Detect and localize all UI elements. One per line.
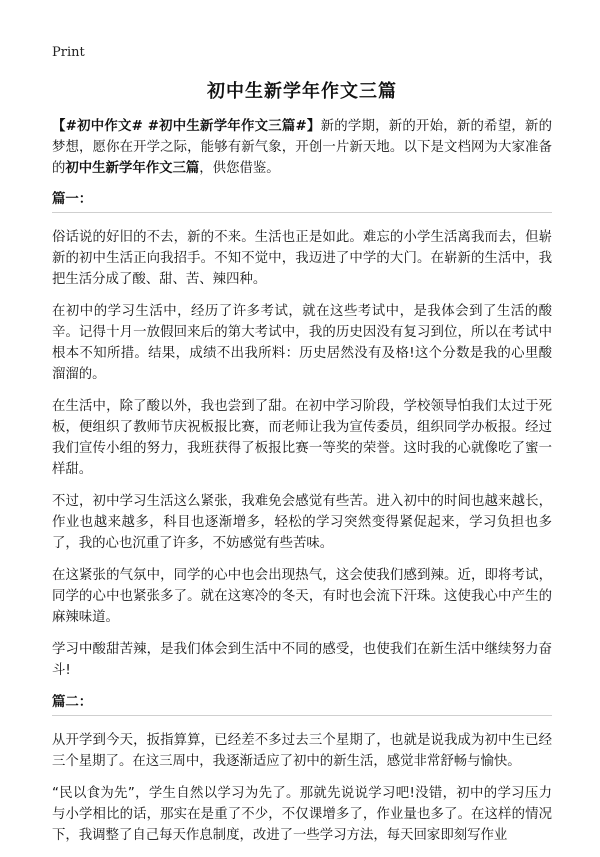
section-1-paragraph: 在生活中，除了酸以外，我也尝到了甜。在初中学习阶段，学校领导怕我们太过于死板，便组织了教师节庆祝板报比赛，而老师让我为宣传委员，组织同学办板报。经过我们宣传小组的努力，我班获得了板报比赛一等奖的荣誉。这时我的心就像吃了蜜一样甜。 xyxy=(52,399,552,477)
section-1-paragraph: 俗话说的好旧的不去，新的不来。生活也正是如此。难忘的小学生活离我而去，但崭新的初中生活正向我招手。不知不觉中，我迈进了中学的大门。在崭新的生活中，我把生活分成了酸、甜、苦、辣四种。 xyxy=(52,230,552,287)
intro-tag: 【#初中作文# #初中生新学年作文三篇#】 xyxy=(52,119,321,134)
section-heading-1: 篇一： xyxy=(52,192,93,207)
page-title: 初中生新学年作文三篇 xyxy=(207,81,397,102)
section-1-paragraph: 不过，初中学习生活这么紧张，我难免会感觉有些苦。进入初中的时间也越来越长，作业也越来越多，科目也逐渐增多，轻松的学习突然变得紧促起来，学习负担也多了，我的心也沉重了许多，不妨感觉有些苦味。 xyxy=(52,494,552,551)
intro-text-1: 新的学期，新的开始，新的希望，新的梦想，愿你在开学之际，能够有新气象，开创一片新天地。以下是文档网为大家准备的 xyxy=(52,119,553,176)
section-divider xyxy=(52,715,552,716)
section-divider xyxy=(52,212,552,213)
section-1-paragraph: 在这紧张的气氛中，同学的心中也会出现热气，这会使我们感到辣。近，即将考试，同学的心中也紧张多了。就在这寒冷的冬天，有时也会流下汗珠。这使我心中产生的麻辣味道。 xyxy=(52,568,552,625)
intro-bold-title: 初中生新学年作文三篇 xyxy=(65,161,200,176)
section-2-paragraph: 从开学到今天，扳指算算，已经差不多过去三个星期了，也就是说我成为初中生已经三个星期了。在这三周中，我逐渐适应了初中的新生活，感觉非常舒畅与愉快。 xyxy=(52,733,552,769)
print-link[interactable]: Print xyxy=(52,45,85,60)
section-1-paragraph: 学习中酸甜苦辣，是我们体会到生活中不同的感受，也使我们在新生活中继续努力奋斗! xyxy=(52,642,552,678)
section-2-paragraph: “民以食为先”，学生自然以学习为先了。那就先说说学习吧!没错，初中的学习压力与小学相比的话，那实在是重了不少，不仅课增多了，作业量也多了。在这样的情况下，我调整了自己每天作息制度，改进了一些学习方法，每天回家即刻写作业 xyxy=(52,786,552,843)
article xyxy=(52,80,552,857)
intro-paragraph xyxy=(52,116,552,179)
section-heading-2: 篇二： xyxy=(52,695,93,710)
section-1-paragraph: 在初中的学习生活中，经历了许多考试，就在这些考试中，是我体会到了生活的酸辛。记得十月一放假回来后的第大考试中，我的历史因没有复习到位，所以在考试中根本不知所措。结果，成绩不出我所料：历史居然没有及格!这个分数是我的心里酸溜溜的。 xyxy=(52,304,552,382)
intro-text-2: ，供您借鉴。 xyxy=(199,161,280,176)
